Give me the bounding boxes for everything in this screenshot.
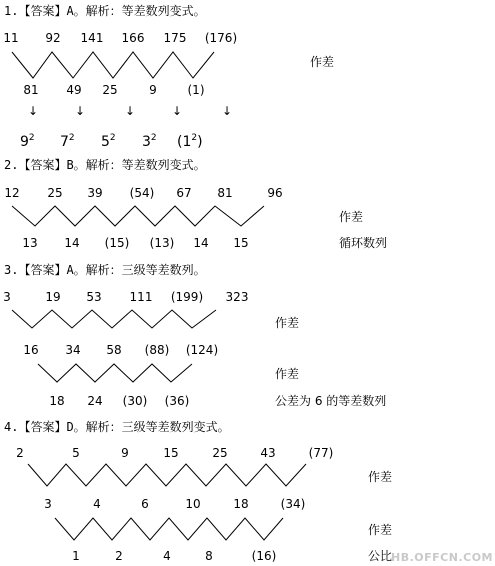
q4-first-diff-term: 6 bbox=[141, 497, 149, 511]
q4-top-term: 9 bbox=[121, 446, 129, 460]
q4-note-difference-1: 作差 bbox=[368, 470, 393, 484]
square-exponent: 2 bbox=[28, 133, 35, 143]
q4-second-diff-term: 1 bbox=[72, 549, 80, 563]
q3-second-diff-term: 24 bbox=[87, 394, 103, 408]
q3-first-diff-term: (124) bbox=[185, 343, 219, 357]
q4-first-diff-term: 10 bbox=[185, 497, 201, 511]
q3-top-term: 19 bbox=[45, 290, 61, 304]
square-base: 5 bbox=[101, 134, 110, 150]
q3-top-term: 3 bbox=[3, 290, 11, 304]
q3-top-term: 53 bbox=[86, 290, 102, 304]
q4-second-diff-term: 4 bbox=[163, 549, 171, 563]
q3-first-diff-term: 58 bbox=[106, 343, 122, 357]
q2-diff-term: 14 bbox=[193, 236, 209, 250]
watermark: HB.OFFCN.COM bbox=[391, 551, 493, 564]
square-exponent: 2 bbox=[68, 133, 75, 143]
q1-top-term: 141 bbox=[80, 31, 104, 45]
q4-top-term: 15 bbox=[163, 446, 179, 460]
square-base: 1 bbox=[182, 134, 192, 150]
q1-diff-term: (1) bbox=[187, 83, 205, 97]
q3-first-diff-term: (88) bbox=[144, 343, 170, 357]
q1-top-term: 175 bbox=[163, 31, 187, 45]
q4-top-term: 5 bbox=[72, 446, 80, 460]
q1-square bbox=[60, 134, 75, 150]
q4-second-diff-term: 2 bbox=[115, 549, 123, 563]
q3-note-difference-2: 作差 bbox=[275, 367, 300, 381]
q4-top-term: (77) bbox=[308, 446, 334, 460]
q1-diff-term: 81 bbox=[23, 83, 39, 97]
square-exponent: 2 bbox=[109, 133, 116, 143]
q3-second-diff-term: 18 bbox=[49, 394, 65, 408]
q2-top-term: 12 bbox=[4, 186, 20, 200]
square-base: 9 bbox=[20, 134, 29, 150]
q2-diff-term: (15) bbox=[104, 236, 130, 250]
q2-zigzag bbox=[12, 206, 264, 226]
q2-top-term: 96 bbox=[267, 186, 283, 200]
q4-top-term: 25 bbox=[212, 446, 228, 460]
q1-note-difference: 作差 bbox=[310, 55, 335, 69]
q4-first-diff-term: 3 bbox=[44, 497, 52, 511]
q1-diff-term: 25 bbox=[102, 83, 118, 97]
square-exponent: 2 bbox=[191, 133, 198, 143]
q4-first-diff-term: 4 bbox=[93, 497, 101, 511]
q4-top-term: 2 bbox=[16, 446, 24, 460]
q3-note-arithmetic: 公差为 6 的等差数列 bbox=[275, 394, 387, 408]
q3-top-term: (199) bbox=[170, 290, 204, 304]
q2-note-cyclic: 循环数列 bbox=[339, 236, 388, 250]
q4-second-diff-term: (16) bbox=[251, 549, 277, 563]
q4-top-term: 43 bbox=[260, 446, 276, 460]
q3-zigzag-2 bbox=[38, 364, 192, 382]
square-prefix: ( bbox=[177, 134, 183, 150]
q1-square bbox=[142, 134, 157, 150]
q3-first-diff-term: 16 bbox=[23, 343, 39, 357]
q4-zigzag-1 bbox=[28, 464, 306, 486]
q1-diff-term: 49 bbox=[66, 83, 82, 97]
q2-diff-term: 13 bbox=[22, 236, 38, 250]
q1-square bbox=[20, 134, 35, 150]
down-arrow-icon: ↓ bbox=[124, 104, 136, 118]
q3-second-diff-term: (30) bbox=[122, 394, 148, 408]
q2-top-term: 39 bbox=[87, 186, 103, 200]
q3-top-term: 323 bbox=[225, 290, 249, 304]
q2-top-term: 67 bbox=[176, 186, 192, 200]
q1-top-term: 166 bbox=[121, 31, 145, 45]
q3-note-difference-1: 作差 bbox=[275, 316, 300, 330]
q4-heading: 4.【答案】D。解析：三级等差数列变式。 bbox=[4, 420, 230, 434]
q1-top-term: (176) bbox=[204, 31, 238, 45]
q3-zigzag-1 bbox=[12, 310, 216, 328]
q2-note-difference: 作差 bbox=[339, 210, 364, 224]
q1-heading: 1.【答案】A。解析：等差数列变式。 bbox=[4, 4, 206, 18]
square-suffix: ) bbox=[197, 134, 203, 150]
q1-diff-term: 9 bbox=[149, 83, 157, 97]
q3-top-term: 111 bbox=[129, 290, 153, 304]
down-arrow-icon: ↓ bbox=[221, 104, 233, 118]
q3-second-diff-term: (36) bbox=[164, 394, 190, 408]
q2-top-term: 81 bbox=[217, 186, 233, 200]
q2-diff-term: 14 bbox=[64, 236, 80, 250]
q1-zigzag bbox=[12, 52, 214, 78]
q4-first-diff-term: 18 bbox=[233, 497, 249, 511]
q1-square bbox=[177, 134, 203, 150]
q4-second-diff-term: 8 bbox=[205, 549, 213, 563]
q1-square bbox=[101, 134, 116, 150]
down-arrow-icon: ↓ bbox=[171, 104, 183, 118]
square-exponent: 2 bbox=[150, 133, 157, 143]
q4-zigzag-2 bbox=[55, 518, 283, 540]
q3-heading: 3.【答案】A。解析：三级等差数列。 bbox=[4, 263, 206, 277]
q4-note-difference-2: 作差 bbox=[368, 523, 393, 537]
q2-diff-term: (13) bbox=[149, 236, 175, 250]
square-base: 3 bbox=[142, 134, 151, 150]
q1-top-term: 92 bbox=[45, 31, 61, 45]
down-arrow-icon: ↓ bbox=[27, 104, 39, 118]
q4-note-ratio: 公比 bbox=[368, 549, 393, 563]
q3-first-diff-term: 34 bbox=[65, 343, 81, 357]
q2-heading: 2.【答案】B。解析：等差数列变式。 bbox=[4, 158, 206, 172]
q2-diff-term: 15 bbox=[233, 236, 249, 250]
square-base: 7 bbox=[60, 134, 69, 150]
q1-top-term: 11 bbox=[3, 31, 19, 45]
q4-first-diff-term: (34) bbox=[280, 497, 306, 511]
q2-top-term: (54) bbox=[129, 186, 155, 200]
q2-top-term: 25 bbox=[47, 186, 63, 200]
down-arrow-icon: ↓ bbox=[74, 104, 86, 118]
